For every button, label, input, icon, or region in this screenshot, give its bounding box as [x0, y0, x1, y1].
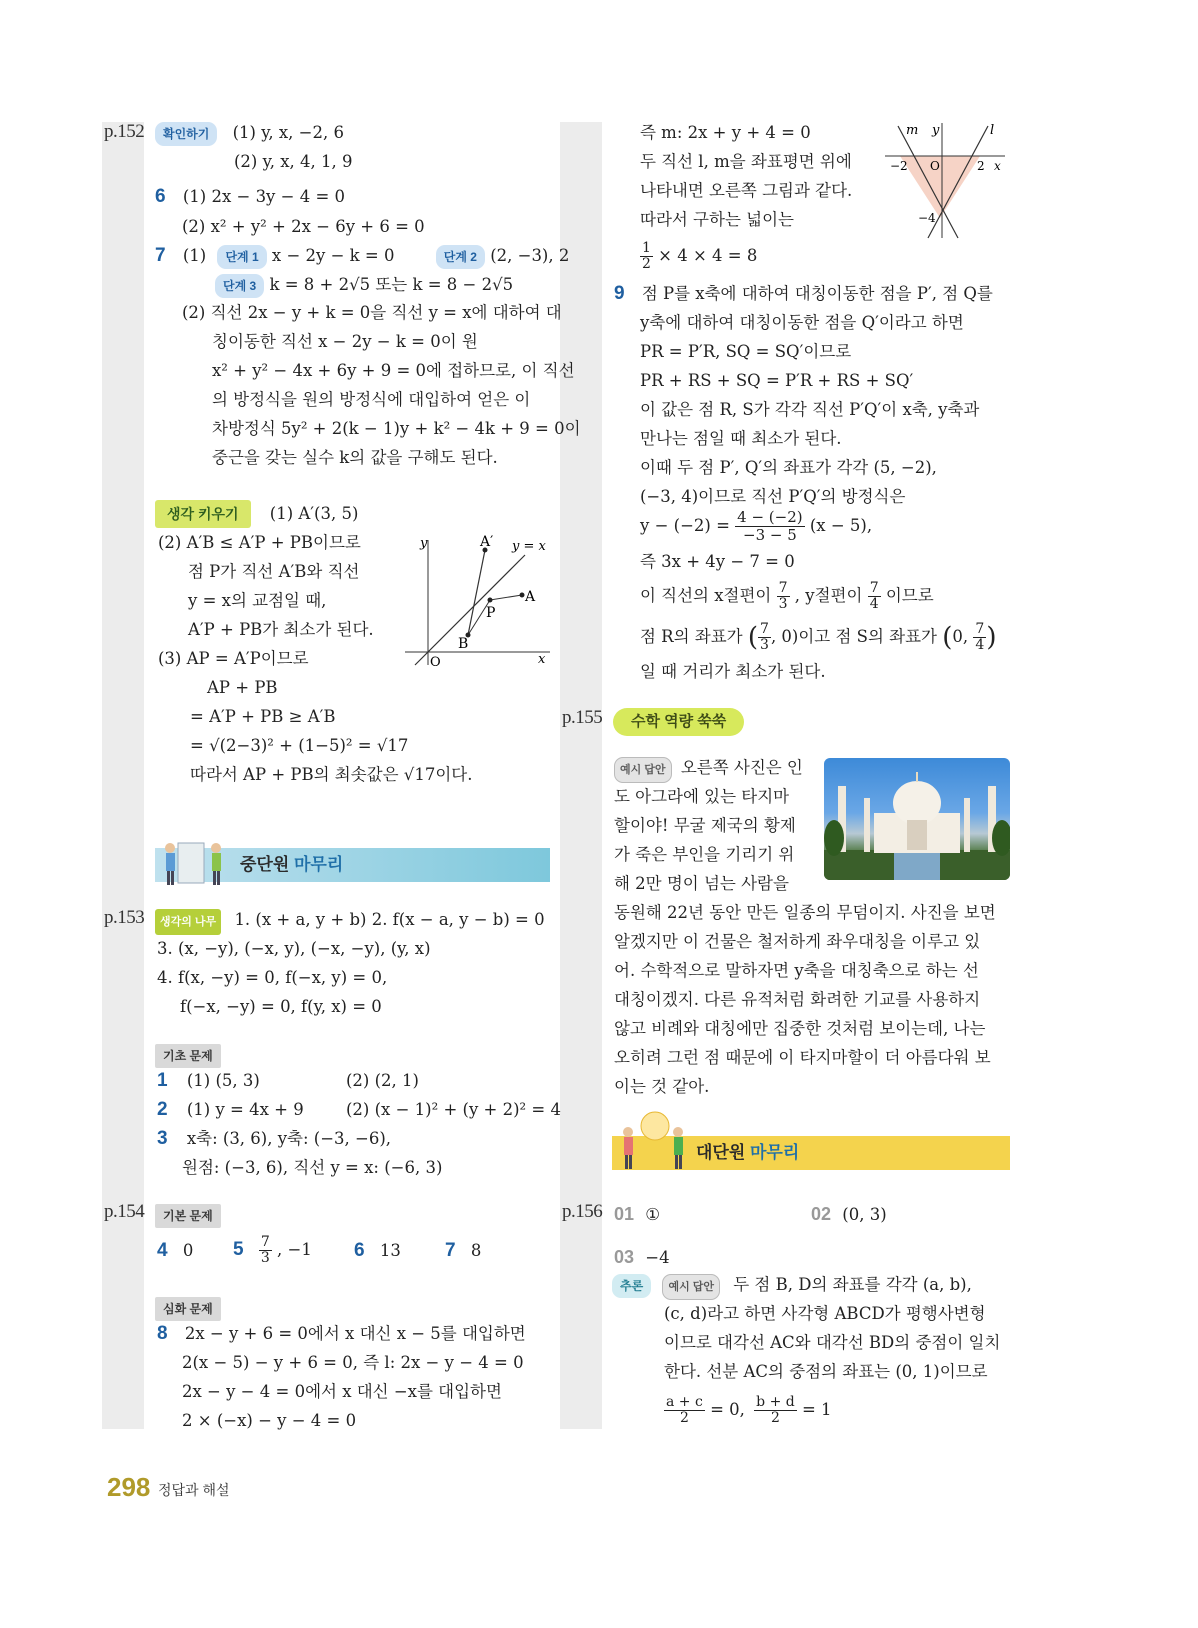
q9-eq2: 즉 3x + 4y − 7 = 0 [640, 552, 795, 571]
think-row [155, 500, 358, 528]
example-label-2: 예시 답안 [662, 1274, 720, 1300]
graph-label: P [486, 605, 496, 621]
step2-badge: 단계 2 [436, 245, 485, 269]
area-frac-bottom: 2 [642, 256, 651, 272]
think-answer-1: (1) A′(3, 5) [269, 504, 359, 523]
think-line: 따라서 AP + PB의 최솟값은 √17이다. [190, 765, 473, 784]
graph-label: −2 [890, 159, 908, 173]
midpoint-equations [664, 1390, 832, 1430]
q9-line: PR + RS + SQ = P′R + RS + SQ′ [640, 371, 914, 390]
mid-unit-title-accent: 마무리 [294, 855, 344, 874]
taj-mahal-illustration [824, 758, 1010, 880]
q7-part2-line: 차방정식 5y² + 2(k − 1)y + k² − 4k + 9 = 0이 [212, 419, 581, 438]
p155-full-line: 대칭이겠지. 다른 유적처럼 화려한 기교를 사용하지 [614, 990, 981, 1009]
think-line: = √(2−3)² + (1−5)² = √17 [190, 736, 409, 755]
q9-int-text: 이 직선의 x절편이 [640, 586, 772, 605]
p155-wrap-line: 오른쪽 사진은 인 [680, 758, 803, 777]
p155-wrap-line: 가 죽은 부인을 기리기 위 [614, 845, 795, 864]
q9-line: (−3, 4)이므로 직선 P′Q′의 방정식은 [640, 487, 906, 506]
a5-rest: , −1 [277, 1240, 312, 1259]
math-power-banner-text: 수학 역량 쑥쑥 [631, 713, 727, 730]
think-label: 생각 키우기 [155, 500, 251, 528]
q9-pt-text: , 0)이고 점 S의 좌표가 [770, 627, 937, 646]
q7-part2-line: (2) 직선 2x − y + k = 0을 직선 y = x에 대하여 대 [182, 303, 562, 322]
q9-line: y축에 대하여 대칭이동한 점을 Q′이라고 하면 [640, 313, 964, 332]
p156-line: 이므로 대각선 AC와 대각선 BD의 중점이 일치 [664, 1333, 1001, 1352]
paren-close: ) [986, 622, 997, 653]
frac-bottom: 3 [760, 637, 769, 653]
area-row [640, 236, 757, 276]
q7-part2-line: 중근을 갖는 실수 k의 값을 구해도 된다. [212, 448, 498, 467]
q8-line: 2x − y + 6 = 0에서 x 대신 x − 5를 대입하면 [184, 1324, 526, 1343]
q7-number: 7 [155, 245, 166, 266]
b2-number: 2 [157, 1099, 168, 1120]
midpoint-eq-2: = 1 [801, 1400, 832, 1419]
b1-number: 1 [157, 1070, 168, 1091]
q9-intercepts [640, 576, 934, 616]
p156-line: (c, d)라고 하면 사각형 ABCD가 평행사변형 [664, 1304, 986, 1323]
top-line: 두 직선 l, m을 좌표평면 위에 [640, 152, 852, 171]
q6-answer-1: (1) 2x − 3y − 4 = 0 [182, 187, 346, 206]
p155-full-line: 오히려 그런 점 때문에 이 타지마할이 더 아름다워 보 [614, 1048, 991, 1067]
frac-bottom: 4 [869, 596, 879, 612]
q7-row-2 [215, 274, 513, 298]
tree-line-2: 3. (x, −y), (−x, y), (−x, −y), (y, x) [157, 939, 431, 958]
q6-row-1 [155, 186, 345, 208]
q9-int-text: , y절편이 [794, 586, 863, 605]
page-ref-155: p.155 [562, 707, 603, 728]
a7-answer: 8 [470, 1241, 482, 1260]
big-unit-title-main: 대단원 [696, 1143, 750, 1162]
big-unit-title-accent: 마무리 [750, 1143, 800, 1162]
footer-label: 정답과 해설 [158, 1482, 230, 1498]
q9-number: 9 [614, 283, 625, 304]
q8-line: 2x − y − 4 = 0에서 x 대신 −x를 대입하면 [182, 1382, 502, 1401]
q6-number: 6 [155, 186, 166, 207]
step3-badge: 단계 3 [215, 274, 264, 298]
q9-eq-frac-top: 4 − (−2) [737, 508, 803, 526]
p155-row-1 [614, 757, 803, 783]
q8-line: 2 × (−x) − y − 4 = 0 [182, 1411, 357, 1430]
check-label: 확인하기 [155, 122, 217, 146]
graph-label: A′ [480, 535, 494, 550]
area-fraction [640, 241, 653, 272]
q9-line: 이 값은 점 R, S가 각각 직선 P′Q′이 x축, y축과 [640, 400, 980, 419]
basic-header [155, 1044, 221, 1068]
q9-eq-frac-bottom: −3 − 5 [743, 526, 797, 544]
right-margin-bar [560, 122, 602, 1429]
b1-answer-b: (2) (2, 1) [346, 1071, 419, 1090]
a5-row [233, 1232, 312, 1268]
a01-row [614, 1203, 660, 1226]
step2-text: (2, −3), 2 [490, 246, 570, 265]
graph-label: −4 [918, 211, 936, 225]
a7-number: 7 [445, 1240, 456, 1261]
think-line: 점 P가 직선 A′B와 직선 [188, 562, 360, 581]
reflection-graph [400, 535, 555, 670]
p155-full-line: 이는 것 같아. [614, 1077, 710, 1096]
a5-number: 5 [233, 1239, 244, 1260]
math-power-banner [613, 708, 744, 736]
a5-fraction [259, 1235, 272, 1266]
page-ref-153: p.153 [104, 907, 145, 928]
q9-eq-left: y − (−2) = [640, 516, 730, 535]
basic2-header [155, 1204, 221, 1228]
tree-line-1: 1. (x + a, y + b) 2. f(x − a, y − b) = 0 [234, 910, 545, 929]
q9-eq-right: (x − 5), [809, 516, 873, 535]
a01-number: 01 [614, 1204, 635, 1224]
q9-pt-text: 0, [952, 627, 969, 646]
think-line: A′P + PB가 최소가 된다. [188, 620, 374, 639]
q9-line: PR = P′R, SQ = SQ′이므로 [640, 342, 852, 361]
graph-label: O [930, 159, 940, 173]
q7-row-1 [155, 245, 569, 269]
frac-bottom: 2 [770, 1410, 780, 1426]
q7-part1-label: (1) [182, 246, 207, 265]
a02-answer: (0, 3) [842, 1205, 887, 1224]
frac-top: b + d [756, 1394, 795, 1410]
graph-label: y = x [512, 539, 546, 554]
think-line: (2) A′B ≤ A′P + PB이므로 [158, 533, 361, 552]
b2-answer-a: (1) y = 4x + 9 [186, 1100, 304, 1119]
page-ref-152: p.152 [104, 121, 145, 142]
q7-part2-line: 의 방정식을 원의 방정식에 대입하여 얻은 이 [212, 390, 531, 409]
taj-mahal-photo [824, 758, 1010, 880]
q9-row-1 [614, 283, 993, 305]
q7-part2-line: 칭이동한 직선 x − 2y − k = 0이 원 [212, 332, 478, 351]
think-line: y = x의 교점일 때, [188, 591, 327, 610]
step1-badge: 단계 1 [217, 245, 266, 269]
q6-answer-2: (2) x² + y² + 2x − 6y + 6 = 0 [182, 217, 425, 236]
page-ref-156: p.156 [562, 1201, 603, 1222]
q9-int-frac1 [777, 581, 790, 612]
graph-label: x [538, 652, 546, 667]
area-frac-top: 1 [642, 240, 651, 256]
a03-number: 03 [614, 1247, 635, 1267]
think-line: (3) AP = A′P이므로 [158, 649, 309, 668]
a02-number: 02 [811, 1204, 832, 1224]
q9-last: 일 때 거리가 최소가 된다. [640, 662, 826, 681]
top-line: 따라서 구하는 넓이는 [640, 210, 794, 229]
frac-top: 7 [975, 621, 985, 637]
p155-full-line: 않고 비례와 대칭에만 집중한 것처럼 보이는데, 나는 [614, 1019, 986, 1038]
frac-top: 7 [778, 580, 788, 596]
graph-label: y [420, 536, 428, 551]
p155-wrap-line: 해 2만 명이 넘는 사람을 [614, 874, 789, 893]
mid-unit-title-main: 중단원 [240, 855, 294, 874]
midpoint-frac-1 [664, 1395, 705, 1426]
q9-line: 점 P를 x축에 대하여 대칭이동한 점을 P′, 점 Q를 [641, 284, 993, 303]
b3-number: 3 [157, 1128, 168, 1149]
graph-label: l [990, 123, 995, 138]
b3-answer-b: 원점: (−3, 6), 직선 y = x: (−6, 3) [182, 1158, 443, 1177]
check-answer-1: (1) y, x, −2, 6 [232, 123, 344, 142]
example-label: 예시 답안 [614, 757, 672, 783]
a6-number: 6 [354, 1240, 365, 1261]
q9-equation [640, 506, 872, 546]
q8-row-1 [157, 1323, 526, 1345]
deep-header [155, 1297, 221, 1321]
q7-part2-line: x² + y² − 4x + 6y + 9 = 0에 접하므로, 이 직선 [212, 361, 575, 380]
graph-label: A [525, 589, 536, 605]
a4-row [157, 1240, 193, 1262]
q8-line: 2(x − 5) − y + 6 = 0, 즉 l: 2x − y − 4 = 0 [182, 1353, 524, 1372]
reason-label: 추론 [612, 1274, 651, 1298]
deep-label: 심화 문제 [155, 1297, 221, 1321]
a4-number: 4 [157, 1240, 168, 1261]
p156-line: 두 점 B, D의 좌표를 각각 (a, b), [733, 1275, 972, 1294]
page-ref-154: p.154 [104, 1201, 145, 1222]
step1-text: x − 2y − k = 0 [271, 246, 395, 265]
a6-row [354, 1240, 401, 1262]
q9-points [640, 617, 996, 658]
basic-row-1 [157, 1070, 260, 1092]
check-answer-2: (2) y, x, 4, 1, 9 [234, 152, 353, 171]
q8-number: 8 [157, 1323, 168, 1344]
a4-answer: 0 [182, 1241, 194, 1260]
page-number: 298 [107, 1472, 151, 1502]
a5-frac-top: 7 [260, 1234, 270, 1250]
basic-row-2 [157, 1099, 304, 1121]
triangle-graph [880, 118, 1010, 243]
top-line: 즉 m: 2x + y + 4 = 0 [640, 123, 811, 142]
b3-answer-a: x축: (3, 6), y축: (−3, −6), [186, 1129, 392, 1148]
p155-wrap-line: 도 아그라에 있는 타지마 [614, 787, 790, 806]
a03-row [614, 1246, 670, 1269]
reason-row [612, 1274, 972, 1300]
paren-open: ( [942, 622, 953, 653]
b1-answer-a: (1) (5, 3) [186, 1071, 260, 1090]
frac-top: 7 [760, 621, 769, 637]
graph-label: x [994, 159, 1001, 173]
q9-eq-fraction [735, 509, 804, 544]
a6-answer: 13 [379, 1241, 401, 1260]
top-line: 나타내면 오른쪽 그림과 같다. [640, 181, 853, 200]
graph-label: y [932, 123, 940, 138]
tree-line-3: 4. f(x, −y) = 0, f(−x, y) = 0, [157, 968, 388, 987]
a5-frac-bottom: 3 [260, 1250, 270, 1266]
midpoint-eq-1: = 0, [710, 1400, 745, 1419]
q9-int-text: 이므로 [885, 586, 934, 605]
graph-label: 2 [977, 159, 985, 173]
b2-answer-b: (2) (x − 1)² + (y + 2)² = 4 [346, 1100, 561, 1119]
basic-row-3 [157, 1128, 391, 1150]
q9-pt-text: 점 R의 좌표가 [640, 627, 743, 646]
frac-bottom: 3 [778, 596, 788, 612]
check-row-1 [155, 122, 344, 146]
big-unit-title [696, 1142, 799, 1164]
think-line: = A′P + PB ≥ A′B [190, 707, 336, 726]
p155-wrap-line: 할이야! 무굴 제국의 황제 [614, 816, 796, 835]
tree-label: 생각의 나무 [155, 909, 221, 935]
p155-full-line: 동원해 22년 동안 만든 일종의 무덤이지. 사진을 보면 [614, 903, 996, 922]
frac-top: a + c [666, 1394, 703, 1410]
basic2-label: 기본 문제 [155, 1204, 221, 1228]
midpoint-frac-2 [754, 1395, 797, 1426]
p155-full-line: 알겠지만 이 건물은 철저하게 좌우대칭을 이루고 있 [614, 932, 981, 951]
p155-full-line: 어. 수학적으로 말하자면 y축을 대칭축으로 하는 선 [614, 961, 979, 980]
tree-line-4: f(−x, −y) = 0, f(y, x) = 0 [180, 997, 382, 1016]
a03-answer: −4 [645, 1248, 670, 1267]
frac-bottom: 4 [975, 637, 985, 653]
left-margin-bar [102, 122, 144, 1429]
area-rest: × 4 × 4 = 8 [658, 246, 758, 265]
basic-label: 기초 문제 [155, 1044, 221, 1068]
step3-text: k = 8 + 2√5 또는 k = 8 − 2√5 [269, 275, 514, 294]
frac-top: 7 [869, 580, 879, 596]
q9-line: 이때 두 점 P′, Q′의 좌표가 각각 (5, −2), [640, 458, 937, 477]
a01-answer: ① [645, 1205, 661, 1224]
a02-row [811, 1203, 887, 1226]
graph-label: B [458, 636, 469, 652]
graph-label: m [906, 123, 919, 138]
q9-pt-frac1 [758, 622, 771, 653]
mid-unit-title [240, 854, 343, 876]
a7-row [445, 1240, 481, 1262]
bulb-kids-illustration-icon [620, 1108, 690, 1172]
paren-open: ( [747, 622, 759, 653]
tree-row [155, 909, 545, 935]
think-line: AP + PB [207, 678, 278, 697]
q9-int-frac2 [868, 581, 881, 612]
q9-pt-frac2 [973, 622, 986, 653]
p156-line: 한다. 선분 AC의 중점의 좌표는 (0, 1)이므로 [664, 1362, 988, 1381]
kids-illustration-icon [160, 838, 232, 888]
graph-label: O [430, 655, 441, 670]
q9-line: 만나는 점일 때 최소가 된다. [640, 429, 842, 448]
frac-bottom: 2 [679, 1410, 689, 1426]
